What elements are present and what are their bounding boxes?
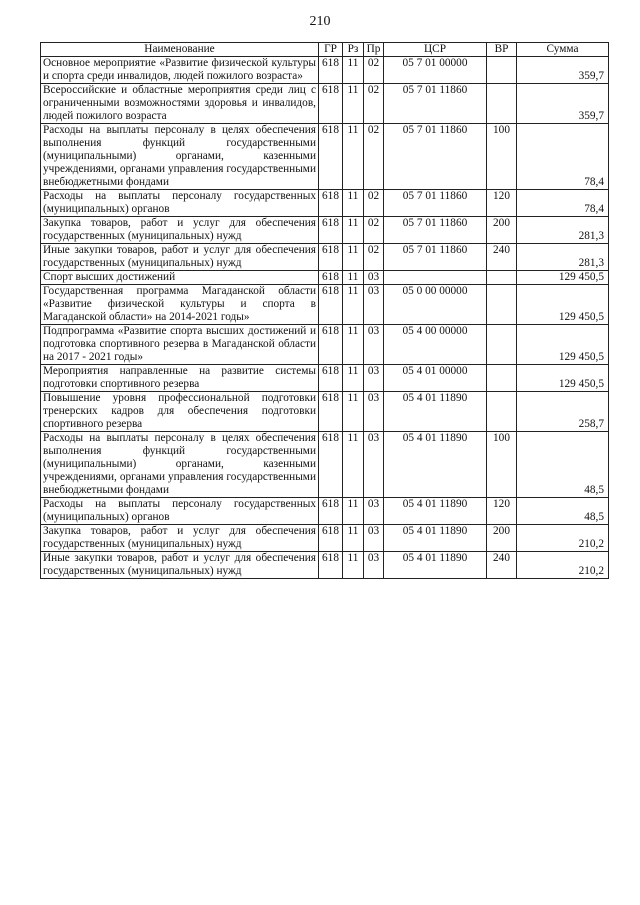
cell-rz: 11	[343, 432, 364, 498]
cell-pr: 03	[364, 285, 384, 325]
cell-name: Мероприятия направленные на развитие системы подготовки спортивного резерва	[41, 365, 319, 392]
cell-sum: 210,2	[517, 525, 609, 552]
cell-rz: 11	[343, 190, 364, 217]
cell-name: Спорт высших достижений	[41, 271, 319, 285]
cell-name: Иные закупки товаров, работ и услуг для обеспечения государственных (муниципальных) нужд	[41, 552, 319, 579]
cell-sum: 129 450,5	[517, 365, 609, 392]
table-row	[41, 325, 609, 365]
cell-gr: 618	[319, 244, 343, 271]
cell-name: Подпрограмма «Развитие спорта высших достижений и подготовка спортивного резерва в Магаданской области на 2017 - 2021 годы»	[41, 325, 319, 365]
cell-pr: 03	[364, 552, 384, 579]
cell-name: Иные закупки товаров, работ и услуг для обеспечения государственных (муниципальных) нужд	[41, 244, 319, 271]
cell-sum: 78,4	[517, 190, 609, 217]
cell-csr: 05 7 01 11860	[384, 190, 487, 217]
cell-rz: 11	[343, 84, 364, 124]
cell-csr: 05 4 01 11890	[384, 552, 487, 579]
cell-pr: 03	[364, 525, 384, 552]
header-gr: ГР	[319, 43, 343, 57]
cell-vr: 200	[487, 525, 517, 552]
cell-pr: 03	[364, 392, 384, 432]
cell-gr: 618	[319, 84, 343, 124]
table-row	[41, 498, 609, 525]
table-row	[41, 392, 609, 432]
table-row	[41, 271, 609, 285]
cell-rz: 11	[343, 217, 364, 244]
cell-pr: 03	[364, 325, 384, 365]
table-row	[41, 365, 609, 392]
header-vr: ВР	[487, 43, 517, 57]
cell-vr: 100	[487, 432, 517, 498]
cell-vr	[487, 392, 517, 432]
cell-vr	[487, 365, 517, 392]
cell-name: Закупка товаров, работ и услуг для обеспечения государственных (муниципальных) нужд	[41, 217, 319, 244]
table-row	[41, 285, 609, 325]
cell-sum: 210,2	[517, 552, 609, 579]
cell-rz: 11	[343, 57, 364, 84]
cell-vr: 240	[487, 244, 517, 271]
cell-pr: 03	[364, 432, 384, 498]
cell-gr: 618	[319, 525, 343, 552]
cell-rz: 11	[343, 392, 364, 432]
cell-rz: 11	[343, 525, 364, 552]
cell-csr: 05 4 01 00000	[384, 365, 487, 392]
cell-rz: 11	[343, 124, 364, 190]
table-header	[41, 43, 609, 57]
cell-sum: 48,5	[517, 432, 609, 498]
cell-name: Всероссийские и областные мероприятия среди лиц с ограниченными возможностями здоровья и инвалидов, людей пожилого возраста	[41, 84, 319, 124]
cell-rz: 11	[343, 365, 364, 392]
cell-gr: 618	[319, 498, 343, 525]
cell-sum: 48,5	[517, 498, 609, 525]
cell-csr: 05 4 01 11890	[384, 498, 487, 525]
cell-gr: 618	[319, 365, 343, 392]
cell-gr: 618	[319, 217, 343, 244]
table-row	[41, 432, 609, 498]
cell-name: Расходы на выплаты персоналу в целях обеспечения выполнения функций государственными (муниципальными) органами, казенными учреждениями, органами управления государственными внебюджетными фондами	[41, 432, 319, 498]
cell-vr: 120	[487, 498, 517, 525]
cell-gr: 618	[319, 392, 343, 432]
cell-sum: 281,3	[517, 244, 609, 271]
table-row	[41, 552, 609, 579]
cell-name: Закупка товаров, работ и услуг для обеспечения государственных (муниципальных) нужд	[41, 525, 319, 552]
cell-pr: 03	[364, 365, 384, 392]
cell-vr	[487, 271, 517, 285]
cell-pr: 02	[364, 84, 384, 124]
header-name: Наименование	[41, 43, 319, 57]
table-row	[41, 57, 609, 84]
cell-csr	[384, 271, 487, 285]
cell-gr: 618	[319, 57, 343, 84]
cell-csr: 05 4 00 00000	[384, 325, 487, 365]
cell-vr	[487, 57, 517, 84]
cell-sum: 258,7	[517, 392, 609, 432]
table-row	[41, 244, 609, 271]
cell-pr: 02	[364, 244, 384, 271]
cell-vr: 120	[487, 190, 517, 217]
cell-pr: 02	[364, 57, 384, 84]
cell-vr	[487, 325, 517, 365]
cell-csr: 05 7 01 00000	[384, 57, 487, 84]
cell-rz: 11	[343, 271, 364, 285]
cell-vr	[487, 84, 517, 124]
cell-sum: 129 450,5	[517, 285, 609, 325]
page-number: 210	[309, 14, 331, 29]
cell-name: Расходы на выплаты персоналу в целях обеспечения выполнения функций государственными (муниципальными) органами, казенными учреждениями, органами управления государственными внебюджетными фондами	[41, 124, 319, 190]
cell-rz: 11	[343, 285, 364, 325]
header-rz: Рз	[343, 43, 364, 57]
header-row	[41, 43, 609, 57]
table-row	[41, 217, 609, 244]
cell-csr: 05 7 01 11860	[384, 84, 487, 124]
cell-gr: 618	[319, 124, 343, 190]
cell-sum: 359,7	[517, 84, 609, 124]
header-pr: Пр	[364, 43, 384, 57]
cell-pr: 03	[364, 498, 384, 525]
cell-gr: 618	[319, 432, 343, 498]
table-row	[41, 190, 609, 217]
cell-gr: 618	[319, 285, 343, 325]
cell-sum: 359,7	[517, 57, 609, 84]
budget-table	[40, 42, 609, 579]
cell-sum: 78,4	[517, 124, 609, 190]
cell-name: Повышение уровня профессиональной подготовки тренерских кадров для обеспечения подготовки спортивного резерва	[41, 392, 319, 432]
table-row	[41, 525, 609, 552]
cell-vr: 200	[487, 217, 517, 244]
cell-gr: 618	[319, 190, 343, 217]
table-row	[41, 84, 609, 124]
cell-pr: 03	[364, 271, 384, 285]
cell-rz: 11	[343, 498, 364, 525]
cell-name: Расходы на выплаты персоналу государственных (муниципальных) органов	[41, 190, 319, 217]
cell-rz: 11	[343, 325, 364, 365]
cell-gr: 618	[319, 271, 343, 285]
cell-csr: 05 7 01 11860	[384, 124, 487, 190]
cell-gr: 618	[319, 325, 343, 365]
header-sum: Сумма	[517, 43, 609, 57]
cell-sum: 281,3	[517, 217, 609, 244]
cell-rz: 11	[343, 244, 364, 271]
table-body	[41, 57, 609, 579]
cell-csr: 05 4 01 11890	[384, 392, 487, 432]
cell-sum: 129 450,5	[517, 325, 609, 365]
cell-rz: 11	[343, 552, 364, 579]
cell-vr: 240	[487, 552, 517, 579]
header-csr: ЦСР	[384, 43, 487, 57]
cell-vr	[487, 285, 517, 325]
cell-csr: 05 4 01 11890	[384, 525, 487, 552]
cell-gr: 618	[319, 552, 343, 579]
cell-csr: 05 0 00 00000	[384, 285, 487, 325]
cell-name: Расходы на выплаты персоналу государственных (муниципальных) органов	[41, 498, 319, 525]
cell-sum: 129 450,5	[517, 271, 609, 285]
cell-csr: 05 4 01 11890	[384, 432, 487, 498]
cell-pr: 02	[364, 124, 384, 190]
cell-pr: 02	[364, 217, 384, 244]
table-row	[41, 124, 609, 190]
cell-csr: 05 7 01 11860	[384, 244, 487, 271]
cell-name: Основное мероприятие «Развитие физической культуры и спорта среди инвалидов, людей пожилого возраста»	[41, 57, 319, 84]
cell-vr: 100	[487, 124, 517, 190]
cell-pr: 02	[364, 190, 384, 217]
cell-name: Государственная программа Магаданской области «Развитие физической культуры и спорта в Магаданской области» на 2014-2021 годы»	[41, 285, 319, 325]
cell-csr: 05 7 01 11860	[384, 217, 487, 244]
